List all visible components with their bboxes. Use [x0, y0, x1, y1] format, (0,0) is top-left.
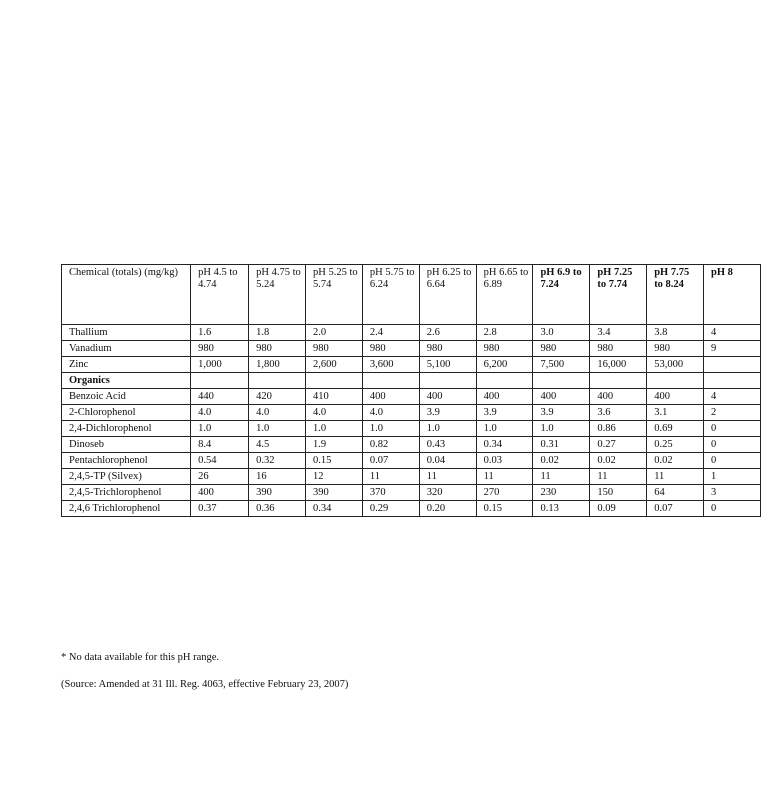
value-cell: 3.0 — [533, 325, 590, 341]
value-cell: 400 — [647, 389, 704, 405]
value-cell: 980 — [362, 341, 419, 357]
chemical-name-cell: Organics — [62, 373, 191, 389]
value-cell: 12 — [306, 469, 363, 485]
chemical-name-cell: 2,4,5-Trichlorophenol — [62, 485, 191, 501]
chemical-name-cell: 2-Chlorophenol — [62, 405, 191, 421]
value-cell: 11 — [647, 469, 704, 485]
value-cell: 980 — [249, 341, 306, 357]
value-cell: 0.43 — [419, 437, 476, 453]
value-cell — [647, 373, 704, 389]
value-cell: 0.02 — [647, 453, 704, 469]
value-cell: 4.0 — [249, 405, 306, 421]
value-cell: 980 — [533, 341, 590, 357]
value-cell — [191, 373, 249, 389]
value-cell: 1.0 — [476, 421, 533, 437]
value-cell — [306, 373, 363, 389]
value-cell: 980 — [306, 341, 363, 357]
table-row — [62, 485, 761, 501]
chemical-name-cell: Thallium — [62, 325, 191, 341]
chemical-name-cell: 2,4,5-TP (Silvex) — [62, 469, 191, 485]
chemical-name-cell: Zinc — [62, 357, 191, 373]
value-cell: 980 — [647, 341, 704, 357]
value-cell: 980 — [419, 341, 476, 357]
value-cell: 0.82 — [362, 437, 419, 453]
chemical-name-cell: Benzoic Acid — [62, 389, 191, 405]
value-cell: 3.1 — [647, 405, 704, 421]
value-cell: 320 — [419, 485, 476, 501]
value-cell: 4.0 — [362, 405, 419, 421]
column-header-ph-range: pH 6.9 to 7.24 — [533, 265, 590, 325]
value-cell: 0.69 — [647, 421, 704, 437]
table-row — [62, 389, 761, 405]
value-cell: 0.32 — [249, 453, 306, 469]
value-cell: 1,000 — [191, 357, 249, 373]
value-cell: 1.9 — [306, 437, 363, 453]
value-cell: 0.29 — [362, 501, 419, 517]
value-cell: 0.15 — [476, 501, 533, 517]
value-cell: 2.0 — [306, 325, 363, 341]
value-cell: 3.9 — [476, 405, 533, 421]
value-cell: 0.02 — [590, 453, 647, 469]
table-row — [62, 421, 761, 437]
value-cell: 1.6 — [191, 325, 249, 341]
column-header-ph-range: pH 5.25 to 5.74 — [306, 265, 363, 325]
value-cell: 8.4 — [191, 437, 249, 453]
value-cell: 400 — [191, 485, 249, 501]
value-cell: 0.07 — [362, 453, 419, 469]
value-cell: 410 — [306, 389, 363, 405]
table-row — [62, 501, 761, 517]
column-header-ph-range: pH 8 — [704, 265, 761, 325]
value-cell — [533, 373, 590, 389]
chemical-name-cell: Vanadium — [62, 341, 191, 357]
chemical-name-cell: Pentachlorophenol — [62, 453, 191, 469]
value-cell: 2.4 — [362, 325, 419, 341]
value-cell: 440 — [191, 389, 249, 405]
column-header-ph-range: pH 5.75 to 6.24 — [362, 265, 419, 325]
column-header-chemical: Chemical (totals) (mg/kg) — [62, 265, 191, 325]
value-cell: 0.34 — [476, 437, 533, 453]
value-cell: 0.09 — [590, 501, 647, 517]
value-cell: 420 — [249, 389, 306, 405]
column-header-ph-range: pH 6.65 to 6.89 — [476, 265, 533, 325]
value-cell: 1.8 — [249, 325, 306, 341]
value-cell: 0.25 — [647, 437, 704, 453]
value-cell: 0.04 — [419, 453, 476, 469]
value-cell — [476, 373, 533, 389]
chemical-name-cell: Dinoseb — [62, 437, 191, 453]
value-cell: 0 — [704, 453, 761, 469]
value-cell: 400 — [476, 389, 533, 405]
value-cell: 400 — [590, 389, 647, 405]
value-cell: 4.0 — [191, 405, 249, 421]
value-cell: 980 — [590, 341, 647, 357]
value-cell — [362, 373, 419, 389]
value-cell: 16 — [249, 469, 306, 485]
value-cell: 0 — [704, 421, 761, 437]
value-cell: 3.4 — [590, 325, 647, 341]
value-cell: 0.27 — [590, 437, 647, 453]
value-cell: 390 — [249, 485, 306, 501]
value-cell: 0.54 — [191, 453, 249, 469]
value-cell: 400 — [533, 389, 590, 405]
column-header-ph-range: pH 4.5 to 4.74 — [191, 265, 249, 325]
value-cell — [704, 373, 761, 389]
column-header-ph-range: pH 4.75 to 5.24 — [249, 265, 306, 325]
value-cell: 0 — [704, 501, 761, 517]
value-cell: 270 — [476, 485, 533, 501]
value-cell: 5,100 — [419, 357, 476, 373]
header-row — [62, 265, 761, 325]
value-cell: 390 — [306, 485, 363, 501]
value-cell: 1.0 — [249, 421, 306, 437]
value-cell: 7,500 — [533, 357, 590, 373]
value-cell: 11 — [476, 469, 533, 485]
value-cell — [249, 373, 306, 389]
value-cell: 4.5 — [249, 437, 306, 453]
value-cell: 0.31 — [533, 437, 590, 453]
value-cell: 1,800 — [249, 357, 306, 373]
value-cell: 3.8 — [647, 325, 704, 341]
value-cell: 26 — [191, 469, 249, 485]
value-cell: 0.02 — [533, 453, 590, 469]
section-row — [62, 373, 761, 389]
table-row — [62, 437, 761, 453]
value-cell: 1.0 — [191, 421, 249, 437]
value-cell: 4.0 — [306, 405, 363, 421]
value-cell: 3.6 — [590, 405, 647, 421]
value-cell: 3,600 — [362, 357, 419, 373]
source-citation: (Source: Amended at 31 Ill. Reg. 4063, effective February 23, 2007) — [61, 679, 349, 690]
value-cell — [419, 373, 476, 389]
value-cell: 0.34 — [306, 501, 363, 517]
value-cell: 0.86 — [590, 421, 647, 437]
column-header-ph-range: pH 7.75 to 8.24 — [647, 265, 704, 325]
value-cell: 400 — [419, 389, 476, 405]
value-cell: 64 — [647, 485, 704, 501]
value-cell: 4 — [704, 325, 761, 341]
value-cell: 11 — [362, 469, 419, 485]
value-cell: 11 — [419, 469, 476, 485]
value-cell — [704, 357, 761, 373]
value-cell: 11 — [533, 469, 590, 485]
value-cell: 0 — [704, 437, 761, 453]
value-cell: 0.36 — [249, 501, 306, 517]
footnote: * No data available for this pH range. — [61, 652, 220, 663]
chemical-ph-table — [61, 264, 761, 517]
table-row — [62, 405, 761, 421]
column-header-ph-range: pH 6.25 to 6.64 — [419, 265, 476, 325]
value-cell: 1.0 — [533, 421, 590, 437]
value-cell — [590, 373, 647, 389]
table-row — [62, 453, 761, 469]
value-cell: 0.07 — [647, 501, 704, 517]
chemical-name-cell: 2,4-Dichlorophenol — [62, 421, 191, 437]
value-cell: 2.6 — [419, 325, 476, 341]
value-cell: 3.9 — [533, 405, 590, 421]
table-container — [61, 264, 733, 632]
value-cell: 980 — [191, 341, 249, 357]
value-cell: 9 — [704, 341, 761, 357]
value-cell: 370 — [362, 485, 419, 501]
value-cell: 150 — [590, 485, 647, 501]
value-cell: 980 — [476, 341, 533, 357]
column-header-ph-range: pH 7.25 to 7.74 — [590, 265, 647, 325]
value-cell: 1.0 — [306, 421, 363, 437]
value-cell: 16,000 — [590, 357, 647, 373]
value-cell: 230 — [533, 485, 590, 501]
value-cell: 3 — [704, 485, 761, 501]
value-cell: 0.13 — [533, 501, 590, 517]
value-cell: 11 — [590, 469, 647, 485]
value-cell: 1.0 — [362, 421, 419, 437]
value-cell: 0.15 — [306, 453, 363, 469]
value-cell: 0.20 — [419, 501, 476, 517]
table-row — [62, 325, 761, 341]
value-cell: 2,600 — [306, 357, 363, 373]
table-row — [62, 357, 761, 373]
value-cell: 53,000 — [647, 357, 704, 373]
chemical-name-cell: 2,4,6 Trichlorophenol — [62, 501, 191, 517]
value-cell: 3.9 — [419, 405, 476, 421]
value-cell: 2 — [704, 405, 761, 421]
value-cell: 0.03 — [476, 453, 533, 469]
value-cell: 2.8 — [476, 325, 533, 341]
value-cell: 1.0 — [419, 421, 476, 437]
table-row — [62, 341, 761, 357]
value-cell: 6,200 — [476, 357, 533, 373]
value-cell: 400 — [362, 389, 419, 405]
value-cell: 1 — [704, 469, 761, 485]
value-cell: 0.37 — [191, 501, 249, 517]
table-row — [62, 469, 761, 485]
value-cell: 4 — [704, 389, 761, 405]
